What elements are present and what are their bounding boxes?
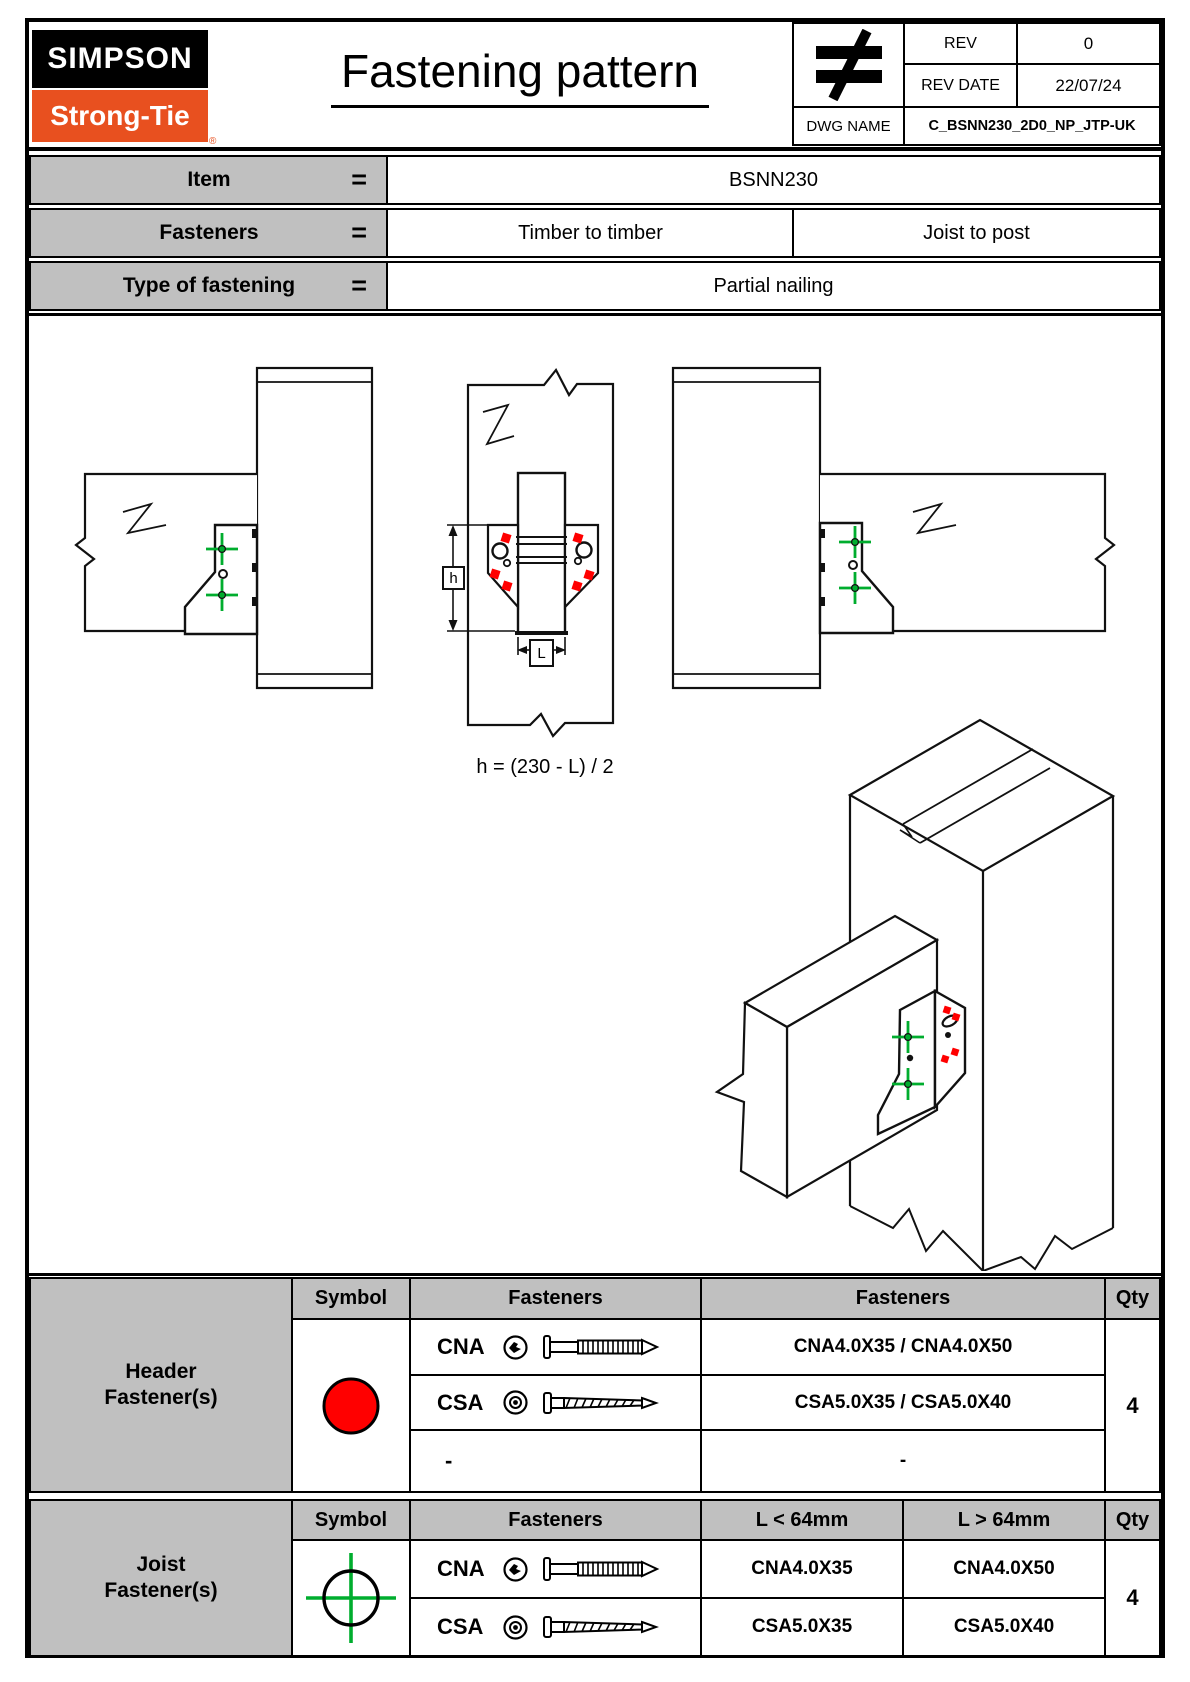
- dim-l-label: L: [537, 644, 546, 662]
- header-col-symbol: Symbol: [291, 1277, 411, 1320]
- info-value-fasteners-1: Timber to timber: [386, 208, 795, 258]
- torx-head-icon: [502, 1389, 529, 1416]
- torx-head-icon: [502, 1614, 529, 1641]
- logo-simpson-box: [32, 30, 208, 88]
- logo-strongtie-box: [32, 90, 208, 142]
- joist-col-fasteners: Fasteners: [409, 1499, 702, 1541]
- nail-head-icon: [502, 1334, 529, 1361]
- info-label-fasteners: Fasteners =: [29, 208, 389, 258]
- page-title: Fastening pattern: [250, 44, 790, 114]
- front-view: [443, 370, 613, 736]
- joist-symbol-cell: [291, 1539, 411, 1657]
- joist-row-cna-fastener: CNA: [409, 1539, 702, 1599]
- equals-sign: =: [351, 217, 367, 248]
- isometric-view: [717, 720, 1113, 1271]
- height-formula: h = (230 - L) / 2: [476, 756, 614, 778]
- registered-mark: ®: [209, 136, 217, 147]
- dwg-name-label-cell: DWG NAME: [792, 106, 905, 146]
- info-value-item: BSNN230: [386, 155, 1161, 205]
- joist-qty-cell: 4: [1104, 1539, 1161, 1657]
- title-divider: [29, 147, 1161, 151]
- header-row-dash-fastener: -: [409, 1429, 702, 1493]
- dwg-name-value-cell: C_BSNN230_2D0_NP_JTP-UK: [903, 106, 1161, 146]
- header-col-fasteners-1: Fasteners: [409, 1277, 702, 1320]
- header-col-qty: Qty: [1104, 1277, 1161, 1320]
- green-crosshair-symbol-icon: [298, 1545, 404, 1651]
- logo-strongtie-text: Strong-Tie: [50, 100, 190, 131]
- fastening-drawing: [25, 316, 1165, 1271]
- ring-shank-nail-icon: [542, 1334, 662, 1360]
- joist-col-l-gt-64: L > 64mm: [902, 1499, 1106, 1541]
- header-qty-cell: 4: [1104, 1318, 1161, 1493]
- red-circle-symbol-icon: [316, 1371, 386, 1441]
- header-fasteners-row-label: Header Fastener(s): [29, 1277, 293, 1493]
- rev-date-value-cell: 22/07/24: [1016, 63, 1161, 108]
- ring-shank-nail-icon: [542, 1556, 662, 1582]
- rev-value-cell: 0: [1016, 22, 1161, 65]
- equals-sign: =: [351, 270, 367, 301]
- wood-screw-icon: [542, 1390, 662, 1416]
- nail-head-icon: [502, 1556, 529, 1583]
- joist-col-qty: Qty: [1104, 1499, 1161, 1541]
- info-label-item: Item =: [29, 155, 389, 205]
- joist-row-cna-gt64: CNA4.0X50: [902, 1539, 1106, 1599]
- not-equal-icon: [806, 29, 892, 101]
- side-view-left: [76, 368, 372, 688]
- info-value-type: Partial nailing: [386, 261, 1161, 311]
- side-view-right: [673, 368, 1114, 688]
- joist-row-csa-fastener: CSA: [409, 1597, 702, 1657]
- header-symbol-cell: [291, 1318, 411, 1493]
- header-col-fasteners-2: Fasteners: [700, 1277, 1106, 1320]
- joist-row-cna-lt64: CNA4.0X35: [700, 1539, 904, 1599]
- not-equal-cell: [792, 22, 905, 108]
- header-row-cna-fastener: CNA: [409, 1318, 702, 1376]
- joist-col-symbol: Symbol: [291, 1499, 411, 1541]
- logo-simpson-text: SIMPSON: [47, 42, 193, 75]
- header-row-cna-value: CNA4.0X35 / CNA4.0X50: [700, 1318, 1106, 1376]
- joist-row-csa-gt64: CSA5.0X40: [902, 1597, 1106, 1657]
- wood-screw-icon: [542, 1614, 662, 1640]
- dim-h-label: h: [449, 569, 458, 587]
- header-row-csa-fastener: CSA: [409, 1374, 702, 1431]
- rev-label-cell: REV: [903, 22, 1018, 65]
- joist-row-csa-lt64: CSA5.0X35: [700, 1597, 904, 1657]
- header-row-dash-value: -: [700, 1429, 1106, 1493]
- joist-col-l-lt-64: L < 64mm: [700, 1499, 904, 1541]
- info-label-type: Type of fastening =: [29, 261, 389, 311]
- info-value-fasteners-2: Joist to post: [792, 208, 1161, 258]
- table-divider: [29, 1273, 1161, 1276]
- joist-fasteners-row-label: Joist Fastener(s): [29, 1499, 293, 1657]
- header-row-csa-value: CSA5.0X35 / CSA5.0X40: [700, 1374, 1106, 1431]
- equals-sign: =: [351, 164, 367, 195]
- rev-date-label-cell: REV DATE: [903, 63, 1018, 108]
